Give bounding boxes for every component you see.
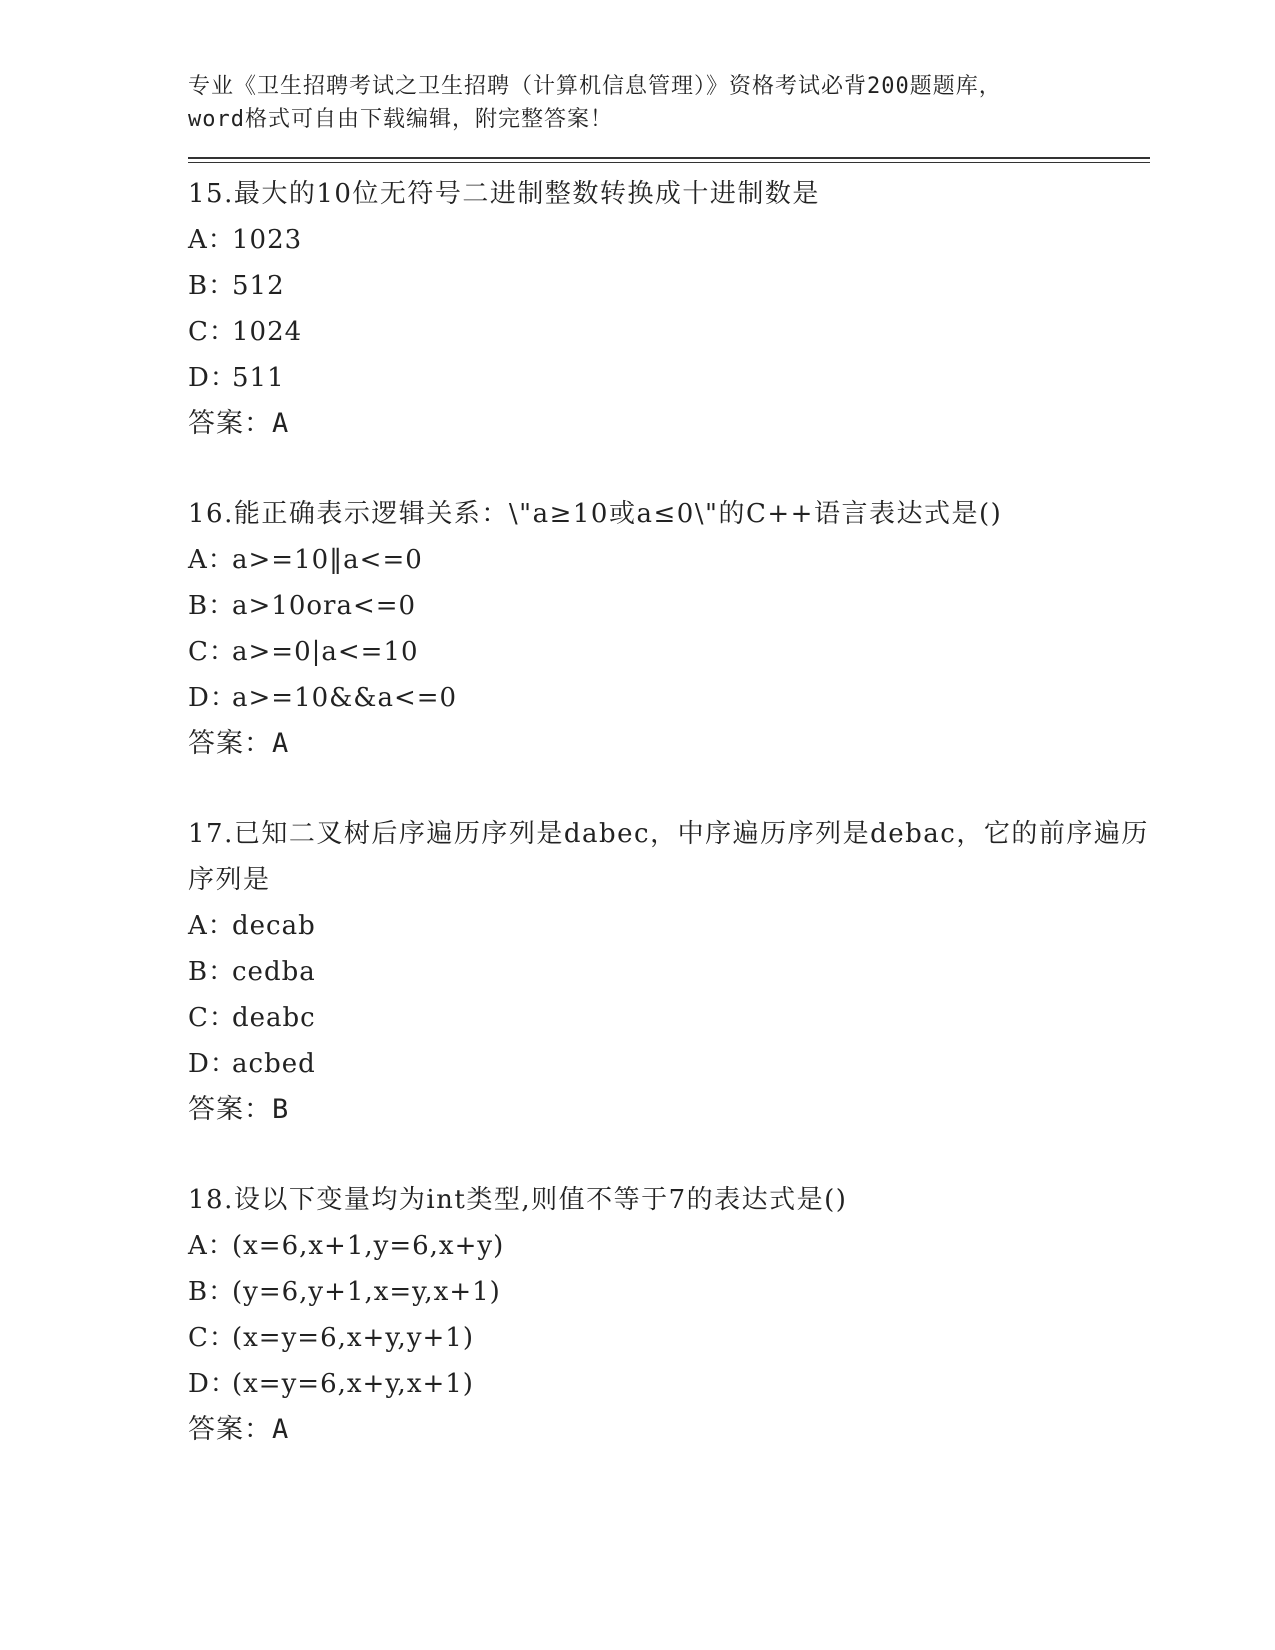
option-b [188,583,1150,629]
answer-text: 答案：A [188,408,290,439]
option-text: (y=6,y+1,x=y,x+1) [232,1277,501,1307]
answer-text: 答案：B [188,1094,290,1125]
option-label: B： [188,591,236,621]
option-d [188,355,1150,401]
header-divider [188,157,1150,163]
option-label: C： [188,317,236,347]
option-text: a>10ora<=0 [232,591,417,621]
question-stem: 16.能正确表示逻辑关系：\"a≥10或a≤0\"的C++语言表达式是() [188,499,1003,529]
question-16 [188,491,1150,767]
option-label: A： [188,225,235,255]
option-b [188,949,1150,995]
option-text: a>=10&&a<=0 [232,683,458,713]
question-15 [188,171,1150,447]
option-c [188,995,1150,1041]
option-text: a>=0|a<=10 [232,637,419,667]
option-d [188,675,1150,721]
option-label: C： [188,637,236,667]
option-label: D： [188,683,237,713]
option-text: (x=6,x+1,y=6,x+y) [232,1231,505,1261]
option-text: (x=y=6,x+y,y+1) [232,1323,474,1353]
document-header-line-1: 专业《卫生招聘考试之卫生招聘（计算机信息管理）》资格考试必背200题题库， [188,74,1002,99]
option-d [188,1041,1150,1087]
option-text: (x=y=6,x+y,x+1) [232,1369,474,1399]
option-a [188,537,1150,583]
option-label: B： [188,271,236,301]
option-label: D： [188,1369,237,1399]
option-c [188,629,1150,675]
option-text: 1023 [232,225,303,255]
question-17 [188,811,1150,1133]
document-page [188,70,1150,1497]
answer-text: 答案：A [188,728,290,759]
option-label: A： [188,545,235,575]
option-label: B： [188,957,236,987]
option-label: D： [188,1049,237,1079]
question-stem: 18.设以下变量均为int类型,则值不等于7的表达式是() [188,1185,848,1215]
option-label: A： [188,1231,235,1261]
option-label: C： [188,1003,236,1033]
option-text: 511 [232,363,285,393]
option-b [188,263,1150,309]
option-label: D： [188,363,237,393]
question-stem: 17.已知二叉树后序遍历序列是dabec，中序遍历序列是debac，它的前序遍历序列是 [188,819,1149,895]
option-text: 1024 [232,317,303,347]
question-18 [188,1177,1150,1453]
option-text: acbed [232,1049,316,1079]
option-label: A： [188,911,235,941]
option-text: a>=10‖a<=0 [232,545,423,575]
document-header-line-2: word格式可自由下载编辑，附完整答案！ [188,107,613,132]
option-b [188,1269,1150,1315]
answer-text: 答案：A [188,1414,290,1445]
option-label: C： [188,1323,236,1353]
option-text: decab [232,911,316,941]
option-text: deabc [232,1003,316,1033]
option-a [188,217,1150,263]
option-text: 512 [232,271,285,301]
option-c [188,309,1150,355]
option-label: B： [188,1277,236,1307]
option-text: cedba [232,957,316,987]
option-d [188,1361,1150,1407]
option-a [188,1223,1150,1269]
option-a [188,903,1150,949]
question-stem: 15.最大的10位无符号二进制整数转换成十进制数是 [188,179,820,209]
option-c [188,1315,1150,1361]
